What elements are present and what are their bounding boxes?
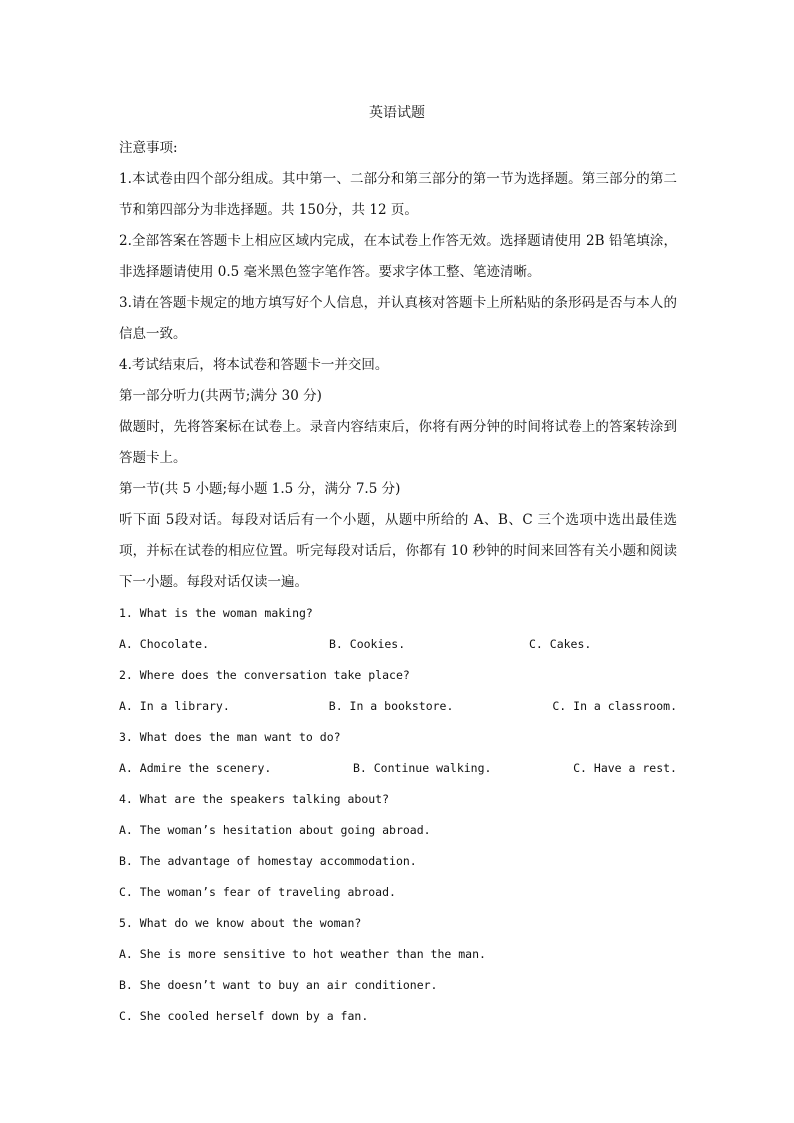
question-2-option-b: B. In a bookstore. <box>328 699 454 713</box>
question-4-option-c: C. The woman’s fear of traveling abroad. <box>119 885 396 899</box>
notice-item-2: 2.全部答案在答题卡上相应区域内完成，在本试卷上作答无效。选择题请使用 2B 铅笔填涂，非选择题请使用 0.5 毫米黑色签字笔作答。要求字体工整、笔迹清晰。 <box>119 233 677 280</box>
question-1-stem: 1. What is the woman making? <box>119 606 313 620</box>
question-5-option-a: A. She is more sensitive to hot weather than the man. <box>119 947 486 961</box>
question-2-option-a: A. In a library. <box>119 699 230 713</box>
section1-instruction: 听下面 5段对话。每段对话后有一个小题，从题中所给的 A、B、C 三个选项中选出最佳选项，并标在试卷的相应位置。听完每段对话后，你都有 10 秒钟的时间来回答有关小题和阅读下一小题。每段对话仅读一遍。 <box>119 512 677 590</box>
exam-content <box>119 133 677 1032</box>
question-1-options <box>119 629 677 660</box>
question-3-option-a: A. Admire the scenery. <box>119 761 272 775</box>
question-3-option-b: B. Continue walking. <box>352 761 492 775</box>
question-1-option-a: A. Chocolate. <box>119 637 210 651</box>
question-3-option-c: C. Have a rest. <box>573 761 677 775</box>
question-2-options <box>119 691 677 722</box>
question-5-option-c: C. She cooled herself down by a fan. <box>119 1009 369 1023</box>
notice-header: 注意事项: <box>119 140 178 156</box>
notice-item-1: 1.本试卷由四个部分组成。其中第一、二部分和第三部分的第一节为选择题。第三部分的第二节和第四部分为非选择题。共 150分，共 12 页。 <box>119 171 677 218</box>
question-4-option-b: B. The advantage of homestay accommodation. <box>119 854 417 868</box>
part1-instruction: 做题时，先将答案标在试卷上。录音内容结束后，你将有两分钟的时间将试卷上的答案转涂到答题卡上。 <box>119 419 677 466</box>
question-5-stem: 5. What do we know about the woman? <box>119 916 362 930</box>
question-4-option-a: A. The woman’s hesitation about going abroad. <box>119 823 431 837</box>
section1-heading: 第一节(共 5 小题;每小题 1.5 分，满分 7.5 分) <box>119 481 401 497</box>
part1-heading: 第一部分听力(共两节;满分 30 分) <box>119 388 322 404</box>
question-1-option-c: C. Cakes. <box>529 637 592 651</box>
question-3-options <box>119 753 677 784</box>
notice-item-4: 4.考试结束后，将本试卷和答题卡一并交回。 <box>119 357 389 373</box>
question-2-option-c: C. In a classroom. <box>552 699 677 713</box>
question-5-option-b: B. She doesn’t want to buy an air conditioner. <box>119 978 438 992</box>
notice-item-3: 3.请在答题卡规定的地方填写好个人信息，并认真核对答题卡上所粘贴的条形码是否与本人的信息一致。 <box>119 295 677 342</box>
question-4-stem: 4. What are the speakers talking about? <box>119 792 390 806</box>
question-1-option-b: B. Cookies. <box>329 637 406 651</box>
page-title: 英语试题 <box>369 105 425 121</box>
question-3-stem: 3. What does the man want to do? <box>119 730 341 744</box>
question-2-stem: 2. Where does the conversation take place? <box>119 668 410 682</box>
